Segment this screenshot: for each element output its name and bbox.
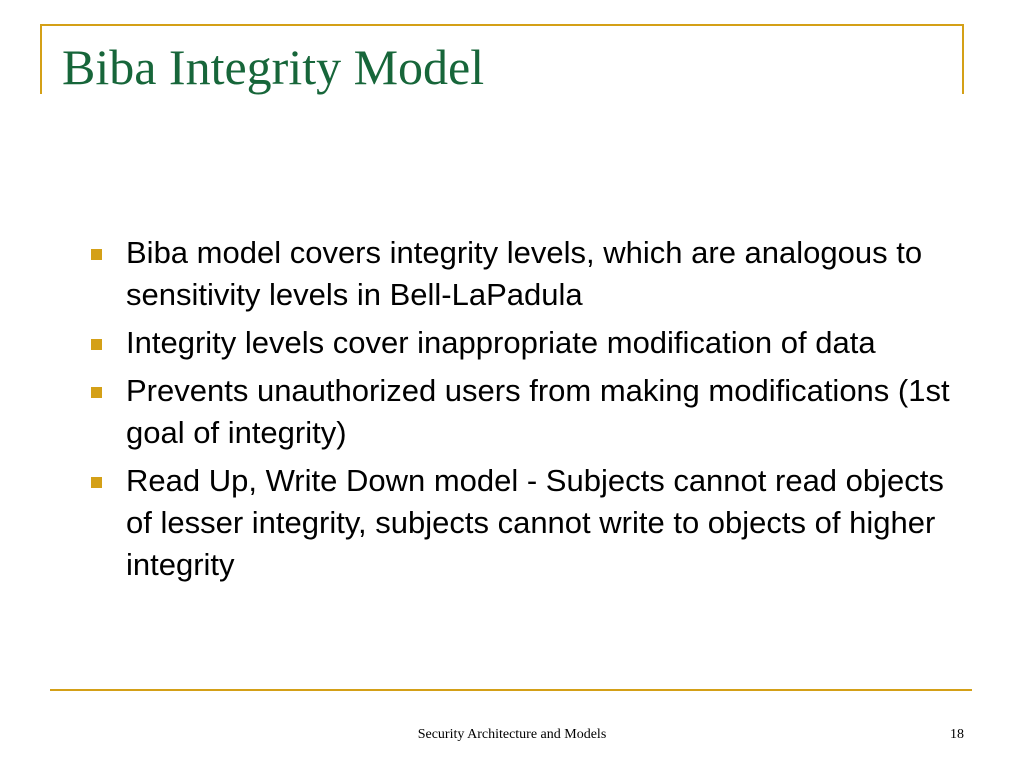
square-bullet-icon xyxy=(91,387,102,398)
slide-title: Biba Integrity Model xyxy=(62,39,485,95)
title-frame-right-rule xyxy=(962,24,964,94)
page-number: 18 xyxy=(950,727,964,742)
title-frame-left-rule xyxy=(40,24,42,94)
title-frame-top-rule xyxy=(40,24,964,26)
square-bullet-icon xyxy=(91,339,102,350)
bullet-item-2 xyxy=(90,322,950,364)
bullet-item-4 xyxy=(90,460,950,586)
footer-title: Security Architecture and Models xyxy=(417,727,607,742)
bullet-text-3: Prevents unauthorized users from making modifications (1st goal of integrity) xyxy=(126,373,950,450)
footer-rule xyxy=(50,689,972,691)
square-bullet-icon xyxy=(91,249,102,260)
bullet-item-1 xyxy=(90,232,950,316)
bullet-text-1: Biba model covers integrity levels, which are analogous to sensitivity levels in Bell-LaPadula xyxy=(126,235,923,312)
bullet-item-3 xyxy=(90,370,950,454)
bullet-text-2: Integrity levels cover inappropriate modification of data xyxy=(126,325,876,360)
square-bullet-icon xyxy=(91,477,102,488)
bullet-list xyxy=(90,232,950,592)
bullet-text-4: Read Up, Write Down model - Subjects cannot read objects of lesser integrity, subjects cannot write to objects of higher integrity xyxy=(126,463,944,582)
